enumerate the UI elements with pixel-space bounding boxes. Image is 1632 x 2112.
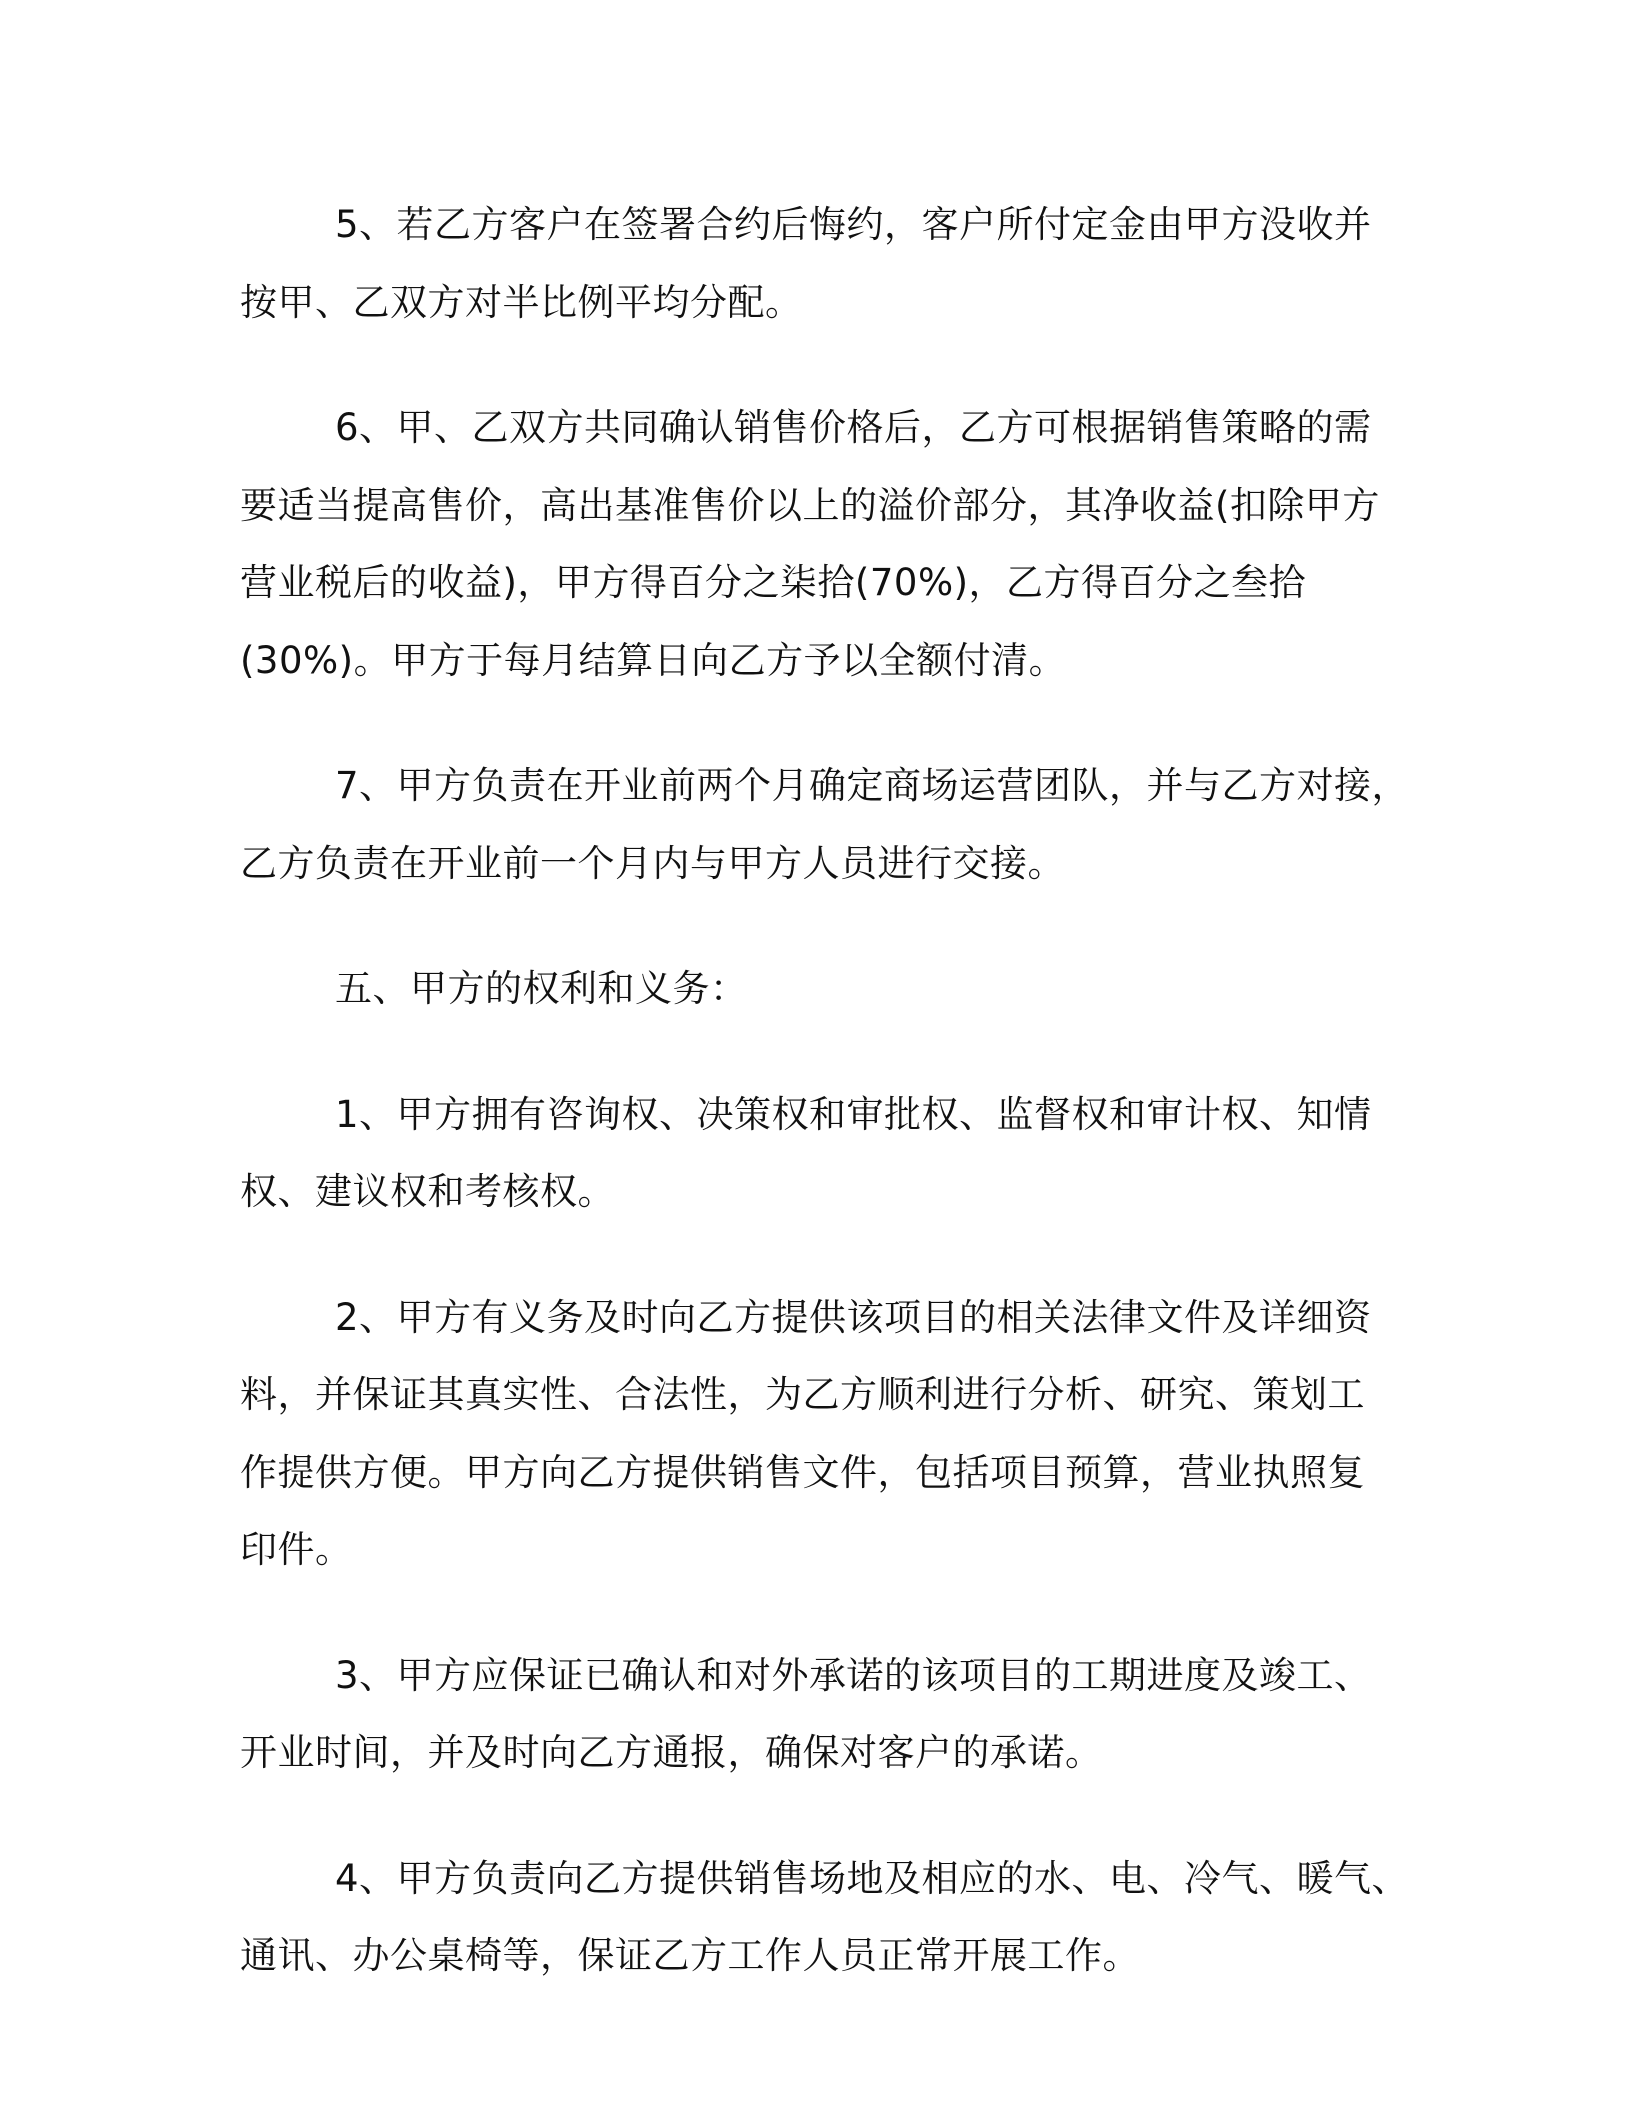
paragraph-line: 印件。 [240, 1528, 353, 1571]
paragraph-line: 作提供方便。甲方向乙方提供销售文件，包括项目预算，营业执照复 [240, 1450, 1365, 1494]
party-a-clause-3-paragraph [240, 1637, 1390, 1792]
paragraph-line: 5、若乙方客户在签署合约后悔约，客户所付定金由甲方没收并 [335, 203, 1372, 246]
paragraph-line: 按甲、乙双方对半比例平均分配。 [240, 280, 803, 324]
document-body [240, 186, 1410, 2043]
party-a-clause-4-paragraph [240, 1840, 1410, 1995]
paragraph-line: 2、甲方有义务及时向乙方提供该项目的相关法律文件及详细资 [335, 1295, 1372, 1339]
paragraph-line: 6、甲、乙双方共同确认销售价格后，乙方可根据销售策略的需 [335, 406, 1372, 449]
paragraph-line: 1、甲方拥有咨询权、决策权和审批权、监督权和审计权、知情 [335, 1092, 1372, 1136]
paragraph-line: 3、甲方应保证已确认和对外承诺的该项目的工期进度及竣工、 [335, 1653, 1372, 1697]
clause-5-paragraph [240, 186, 1390, 341]
paragraph-line: 乙方负责在开业前一个月内与甲方人员进行交接。 [240, 841, 1065, 885]
clause-7-paragraph [240, 747, 1410, 902]
paragraph-line: 4、甲方负责向乙方提供销售场地及相应的水、电、冷气、暖气、 [335, 1856, 1410, 1900]
paragraph-line: 通讯、办公桌椅等，保证乙方工作人员正常开展工作。 [240, 1934, 1140, 1977]
paragraph-line: 要适当提高售价，高出基准售价以上的溢价部分，其净收益(扣除甲方 [240, 483, 1380, 527]
paragraph-line: (30%)。甲方于每月结算日向乙方予以全额付清。 [240, 638, 1067, 682]
party-a-clause-2-paragraph [240, 1279, 1390, 1589]
paragraph-line: 料，并保证其真实性、合法性，为乙方顺利进行分析、研究、策划工 [240, 1373, 1365, 1416]
party-a-clause-1-paragraph [240, 1076, 1390, 1231]
section-heading [240, 950, 1390, 1028]
paragraph-line: 权、建议权和考核权。 [240, 1170, 615, 1213]
clause-6-paragraph [240, 389, 1390, 699]
paragraph-line: 开业时间，并及时向乙方通报，确保对客户的承诺。 [240, 1731, 1103, 1774]
paragraph-line: 营业税后的收益)，甲方得百分之柒拾(70%)，乙方得百分之叁拾 [240, 561, 1307, 604]
section-heading-text: 五、甲方的权利和义务： [335, 967, 748, 1010]
paragraph-line: 7、甲方负责在开业前两个月确定商场运营团队，并与乙方对接， [335, 764, 1410, 807]
